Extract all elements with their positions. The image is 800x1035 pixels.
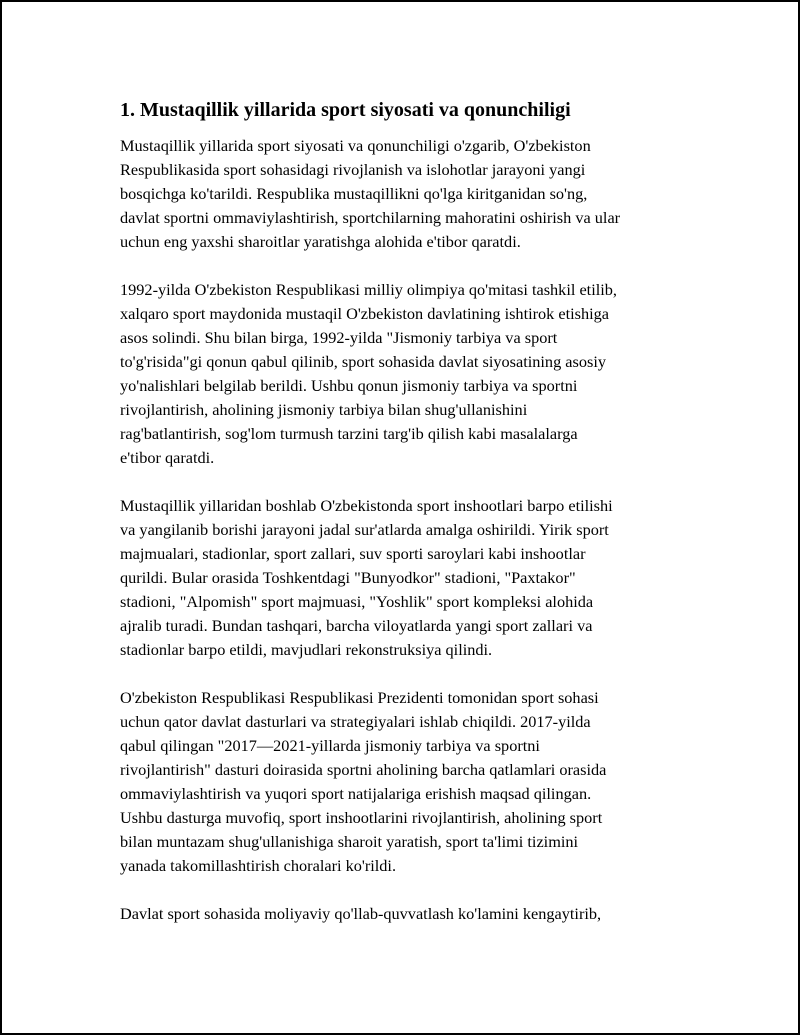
paragraph-line: qurildi. Bular orasida Toshkentdagi "Bunyodkor" stadioni, "Paxtakor" xyxy=(120,568,576,587)
paragraph-line: uchun eng yaxshi sharoitlar yaratishga alohida e'tibor qaratdi. xyxy=(120,232,521,251)
paragraph-line: ommaviylashtirish va yuqori sport natijalariga erishish maqsad qilingan. xyxy=(120,784,592,803)
paragraph-line: va yangilanib borishi jarayoni jadal sur'atlarda amalga oshirildi. Yirik sport xyxy=(120,520,609,539)
paragraph-line: asos solindi. Shu bilan birga, 1992-yilda "Jismoniy tarbiya va sport xyxy=(120,328,558,347)
paragraph-line: Davlat sport sohasida moliyaviy qo'llab-quvvatlash ko'lamini kengaytirib, xyxy=(120,904,602,923)
paragraph-line: qabul qilingan "2017—2021-yillarda jismoniy tarbiya va sportni xyxy=(120,736,540,755)
paragraph-line: stadionlar barpo etildi, mavjudlari rekonstruksiya qilindi. xyxy=(120,640,493,659)
paragraph-line: davlat sportni ommaviylashtirish, sportchilarning mahoratini oshirish va ular xyxy=(120,208,621,227)
paragraph-3 xyxy=(120,494,695,662)
paragraph-line: rivojlantirish, aholining jismoniy tarbiya bilan shug'ullanishini xyxy=(120,400,528,419)
paragraph-line: uchun qator davlat dasturlari va strategiyalari ishlab chiqildi. 2017-yilda xyxy=(120,712,591,731)
paragraph-2 xyxy=(120,278,695,470)
paragraph-line: e'tibor qaratdi. xyxy=(120,448,215,467)
paragraph-1 xyxy=(120,134,695,254)
document-content xyxy=(120,96,695,950)
paragraph-line: O'zbekiston Respublikasi Respublikasi Prezidenti tomonidan sport sohasi xyxy=(120,688,599,707)
paragraph-line: 1992-yilda O'zbekiston Respublikasi milliy olimpiya qo'mitasi tashkil etilib, xyxy=(120,280,617,299)
paragraph-line: bilan muntazam shug'ullanishiga sharoit yaratish, sport ta'limi tizimini xyxy=(120,832,579,851)
paragraph-line: majmualari, stadionlar, sport zallari, suv sporti saroylari kabi inshootlar xyxy=(120,544,586,563)
paragraph-line: Ushbu dasturga muvofiq, sport inshootlarini rivojlantirish, aholining sport xyxy=(120,808,603,827)
paragraph-5 xyxy=(120,902,695,926)
paragraph-line: Respublikasida sport sohasidagi rivojlanish va islohotlar jarayoni yangi xyxy=(120,160,586,179)
section-heading: 1. Mustaqillik yillarida sport siyosati va qonunchiligi xyxy=(120,99,571,121)
paragraph-line: ajralib turadi. Bundan tashqari, barcha viloyatlarda yangi sport zallari va xyxy=(120,616,593,635)
paragraph-line: stadioni, "Alpomish" sport majmuasi, "Yoshlik" sport kompleksi alohida xyxy=(120,592,594,611)
paragraph-line: Mustaqillik yillaridan boshlab O'zbekistonda sport inshootlari barpo etilishi xyxy=(120,496,613,515)
paragraph-line: bosqichga ko'tarildi. Respublika mustaqillikni qo'lga kiritganidan so'ng, xyxy=(120,184,588,203)
paragraph-line: to'g'risida"gi qonun qabul qilinib, sport sohasida davlat siyosatining asosiy xyxy=(120,352,606,371)
paragraph-line: yo'nalishlari belgilab berildi. Ushbu qonun jismoniy tarbiya va sportni xyxy=(120,376,578,395)
paragraph-4 xyxy=(120,686,695,878)
paragraph-line: rivojlantirish" dasturi doirasida sportni aholining barcha qatlamlari orasida xyxy=(120,760,607,779)
paragraph-line: rag'batlantirish, sog'lom turmush tarzini targ'ib qilish kabi masalalarga xyxy=(120,424,578,443)
paragraph-line: yanada takomillashtirish choralari ko'rildi. xyxy=(120,856,397,875)
paragraph-line: xalqaro sport maydonida mustaqil O'zbekiston davlatining ishtirok etishiga xyxy=(120,304,610,323)
paragraph-line: Mustaqillik yillarida sport siyosati va qonunchiligi o'zgarib, O'zbekiston xyxy=(120,136,591,155)
